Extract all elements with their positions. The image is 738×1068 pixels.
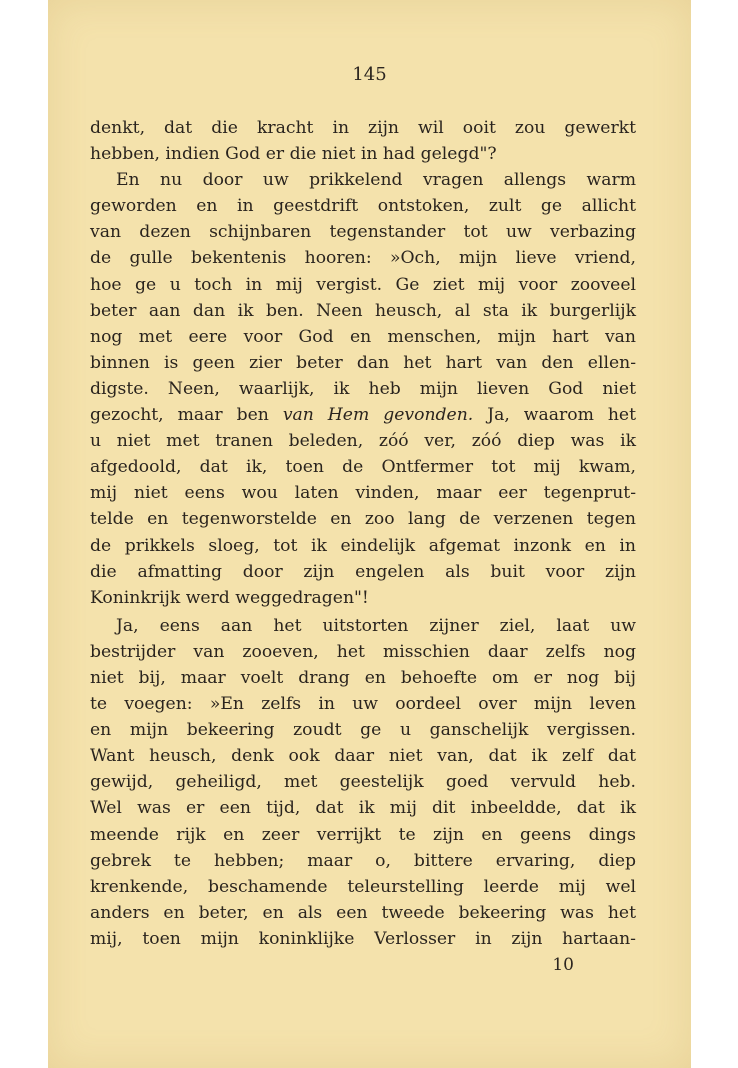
text-segment: Ja, waarom het xyxy=(473,405,636,426)
text-segment: Koninkrijk werd weggedragen"! xyxy=(90,587,369,608)
text-line xyxy=(90,167,636,193)
text-line xyxy=(90,454,636,480)
signature-mark: 10 xyxy=(552,955,574,975)
text-segment: telde en tegenworstelde en zoo lang de verzenen tegen xyxy=(90,509,636,530)
text-line xyxy=(90,822,636,848)
text-segment: Ja, eens aan het uitstorten zijner ziel, laat uw xyxy=(116,615,636,636)
text-segment: bestrijder van zooeven, het misschien daar zelfs nog xyxy=(90,641,636,662)
text-segment: meende rijk en zeer verrijkt te zijn en geens dings xyxy=(90,824,636,845)
text-line xyxy=(90,795,636,821)
text-line xyxy=(90,324,636,350)
text-segment: mij niet eens wou laten vinden, maar eer tegenprut- xyxy=(90,483,636,504)
text-segment: gebrek te hebben; maar o, bittere ervaring, diep xyxy=(90,850,636,871)
italic-phrase: van Hem gevonden. xyxy=(282,405,474,426)
text-line xyxy=(90,245,636,271)
text-segment: binnen is geen zier beter dan het hart van den ellen- xyxy=(90,352,636,373)
text-segment: Want heusch, denk ook daar niet van, dat ik zelf dat xyxy=(90,746,636,767)
text-segment: hebben, indien God er die niet in had gelegd"? xyxy=(90,144,497,165)
text-line xyxy=(90,350,636,376)
text-line xyxy=(90,115,636,141)
text-segment: de gulle bekentenis hooren: »Och, mijn lieve vriend, xyxy=(90,248,636,269)
text-segment: afgedoold, dat ik, toen de Ontfermer tot mij kwam, xyxy=(90,457,636,478)
text-line xyxy=(90,639,636,665)
text-segment: en mijn bekeering zoudt ge u ganschelijk vergissen. xyxy=(90,720,636,741)
text-segment: die afmatting door zijn engelen als buit voor zijn xyxy=(90,561,636,582)
text-segment: hoe ge u toch in mij vergist. Ge ziet mij voor zooveel xyxy=(90,274,636,295)
text-segment: van dezen schijnbaren tegenstander tot uw verbazing xyxy=(90,222,636,243)
text-line xyxy=(90,480,636,506)
text-line xyxy=(90,900,636,926)
text-segment: En nu door uw prikkelend vragen allengs warm xyxy=(116,170,636,191)
text-line xyxy=(90,691,636,717)
text-line xyxy=(90,769,636,795)
text-segment: niet bij, maar voelt drang en behoefte om er nog bij xyxy=(90,667,636,688)
text-segment: nog met eere voor God en menschen, mijn hart van xyxy=(90,326,636,347)
text-segment: u niet met tranen beleden, zóó ver, zóó diep was ik xyxy=(90,431,636,452)
text-segment: geworden en in geestdrift ontstoken, zult ge allicht xyxy=(90,196,636,217)
text-line xyxy=(90,874,636,900)
text-line xyxy=(90,585,636,611)
text-line xyxy=(90,926,636,952)
text-segment: mij, toen mijn koninklijke Verlosser in zijn hartaan- xyxy=(90,928,636,949)
text-segment: anders en beter, en als een tweede bekeering was het xyxy=(90,902,636,923)
text-segment: denkt, dat die kracht in zijn wil ooit zou gewerkt xyxy=(90,118,636,138)
text-line xyxy=(90,272,636,298)
text-segment: beter aan dan ik ben. Neen heusch, al sta ik burgerlijk xyxy=(90,300,636,321)
text-line xyxy=(90,428,636,454)
text-segment: gewijd, geheiligd, met geestelijk goed vervuld heb. xyxy=(90,772,636,793)
text-line xyxy=(90,665,636,691)
text-line xyxy=(90,376,636,402)
text-line xyxy=(90,743,636,769)
text-segment: krenkende, beschamende teleurstelling leerde mij wel xyxy=(90,876,636,897)
body-text xyxy=(90,115,636,952)
text-line xyxy=(90,141,636,167)
text-line xyxy=(90,717,636,743)
text-line xyxy=(90,613,636,639)
text-line xyxy=(90,533,636,559)
text-segment: Wel was er een tijd, dat ik mij dit inbeeldde, dat ik xyxy=(90,798,636,819)
page-number: 145 xyxy=(352,64,387,85)
text-line xyxy=(90,298,636,324)
text-segment: digste. Neen, waarlijk, ik heb mijn lieven God niet xyxy=(90,378,636,399)
text-line xyxy=(90,219,636,245)
text-segment: de prikkels sloeg, tot ik eindelijk afgemat inzonk en in xyxy=(90,535,636,556)
text-line xyxy=(90,402,636,428)
text-line xyxy=(90,559,636,585)
book-page xyxy=(48,0,691,1068)
text-line xyxy=(90,193,636,219)
text-line xyxy=(90,848,636,874)
text-segment: gezocht, maar ben xyxy=(90,405,283,426)
text-line xyxy=(90,506,636,532)
text-segment: te voegen: »En zelfs in uw oordeel over mijn leven xyxy=(90,694,636,715)
